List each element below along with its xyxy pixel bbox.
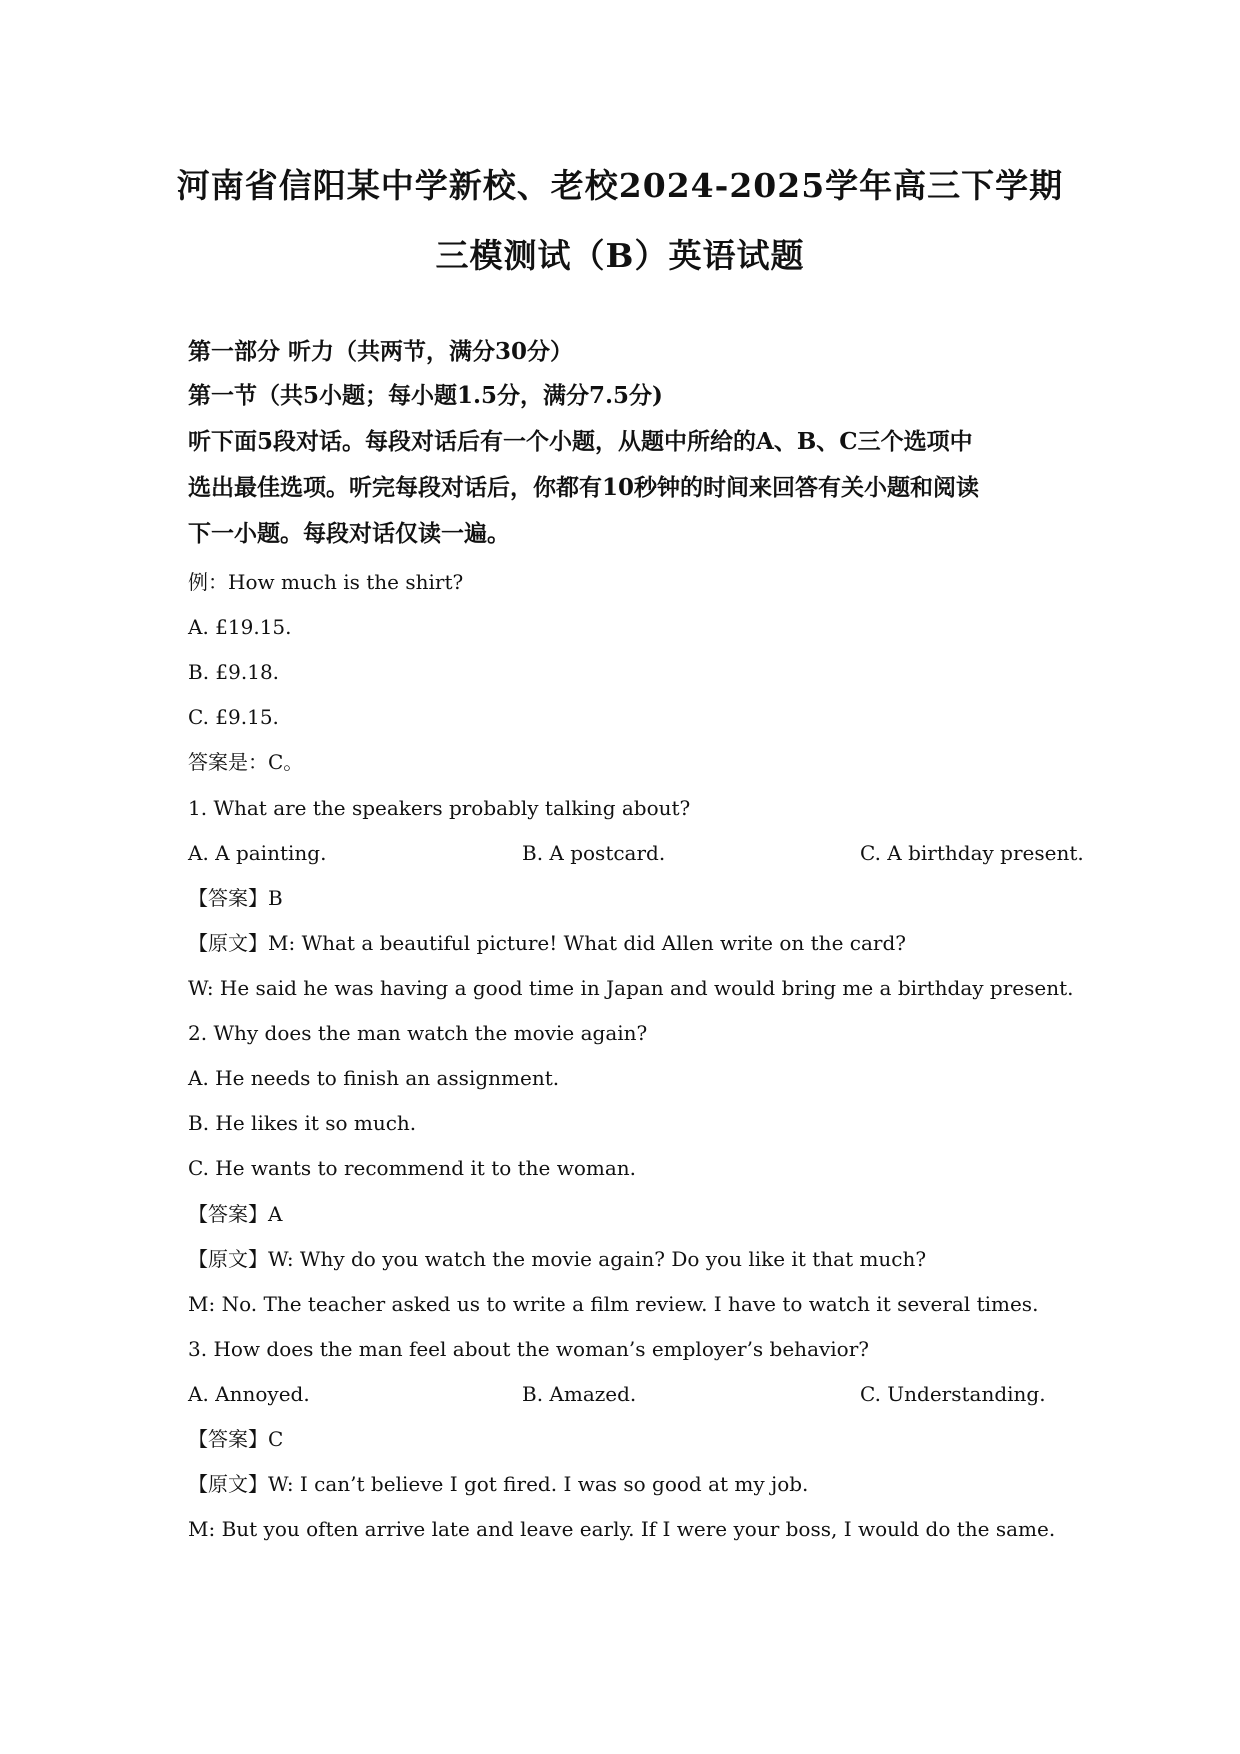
question-1: 1. What are the speakers probably talking about? [188, 796, 691, 820]
example-option-a: A. £19.15. [188, 615, 292, 639]
question-3-option-c: C. Understanding. [860, 1382, 1046, 1406]
question-1-option-a: A. A painting. [188, 841, 327, 865]
question-2-transcript-1: 【原文】W: Why do you watch the movie again? Do you like it that much? [188, 1247, 927, 1271]
question-3: 3. How does the man feel about the woman’s employer’s behavior? [188, 1337, 870, 1361]
instruction-line-2: 选出最佳选项。听完每段对话后，你都有10秒钟的时间来回答有关小题和阅读 [188, 474, 980, 501]
question-1-option-b: B. A postcard. [522, 841, 666, 865]
question-3-option-a: A. Annoyed. [188, 1382, 310, 1406]
question-1-transcript-1: 【原文】M: What a beautiful picture! What did Allen write on the card? [188, 931, 906, 955]
question-3-transcript-2: M: But you often arrive late and leave early. If I were your boss, I would do the same. [188, 1517, 1056, 1541]
instruction-line-1: 听下面5段对话。每段对话后有一个小题，从题中所给的A、B、C三个选项中 [188, 428, 973, 455]
question-3-transcript-1: 【原文】W: I can’t believe I got fired. I was so good at my job. [188, 1472, 809, 1496]
example-question: 例：How much is the shirt? [188, 570, 464, 594]
part-heading: 第一部分 听力（共两节，满分30分） [188, 338, 574, 365]
question-2-answer: 【答案】A [188, 1202, 283, 1226]
example-option-c: C. £9.15. [188, 705, 279, 729]
question-2-transcript-2: M: No. The teacher asked us to write a film review. I have to watch it several times. [188, 1292, 1039, 1316]
question-2-option-a: A. He needs to finish an assignment. [188, 1066, 560, 1090]
example-answer: 答案是：C。 [188, 750, 304, 774]
question-2-option-c: C. He wants to recommend it to the woman. [188, 1156, 637, 1180]
document-title-line-2: 三模测试（B）英语试题 [435, 236, 805, 275]
question-3-option-b: B. Amazed. [522, 1382, 637, 1406]
question-2: 2. Why does the man watch the movie again? [188, 1021, 648, 1045]
question-2-option-b: B. He likes it so much. [188, 1111, 417, 1135]
question-1-answer: 【答案】B [188, 886, 283, 910]
example-option-b: B. £9.18. [188, 660, 280, 684]
instruction-line-3: 下一小题。每段对话仅读一遍。 [188, 520, 510, 547]
question-1-transcript-2: W: He said he was having a good time in Japan and would bring me a birthday present. [188, 976, 1074, 1000]
question-3-answer: 【答案】C [188, 1427, 284, 1451]
section-heading: 第一节（共5小题；每小题1.5分，满分7.5分) [188, 382, 663, 409]
question-1-option-c: C. A birthday present. [860, 841, 1084, 865]
document-title-line-1: 河南省信阳某中学新校、老校2024-2025学年高三下学期 [176, 166, 1064, 205]
